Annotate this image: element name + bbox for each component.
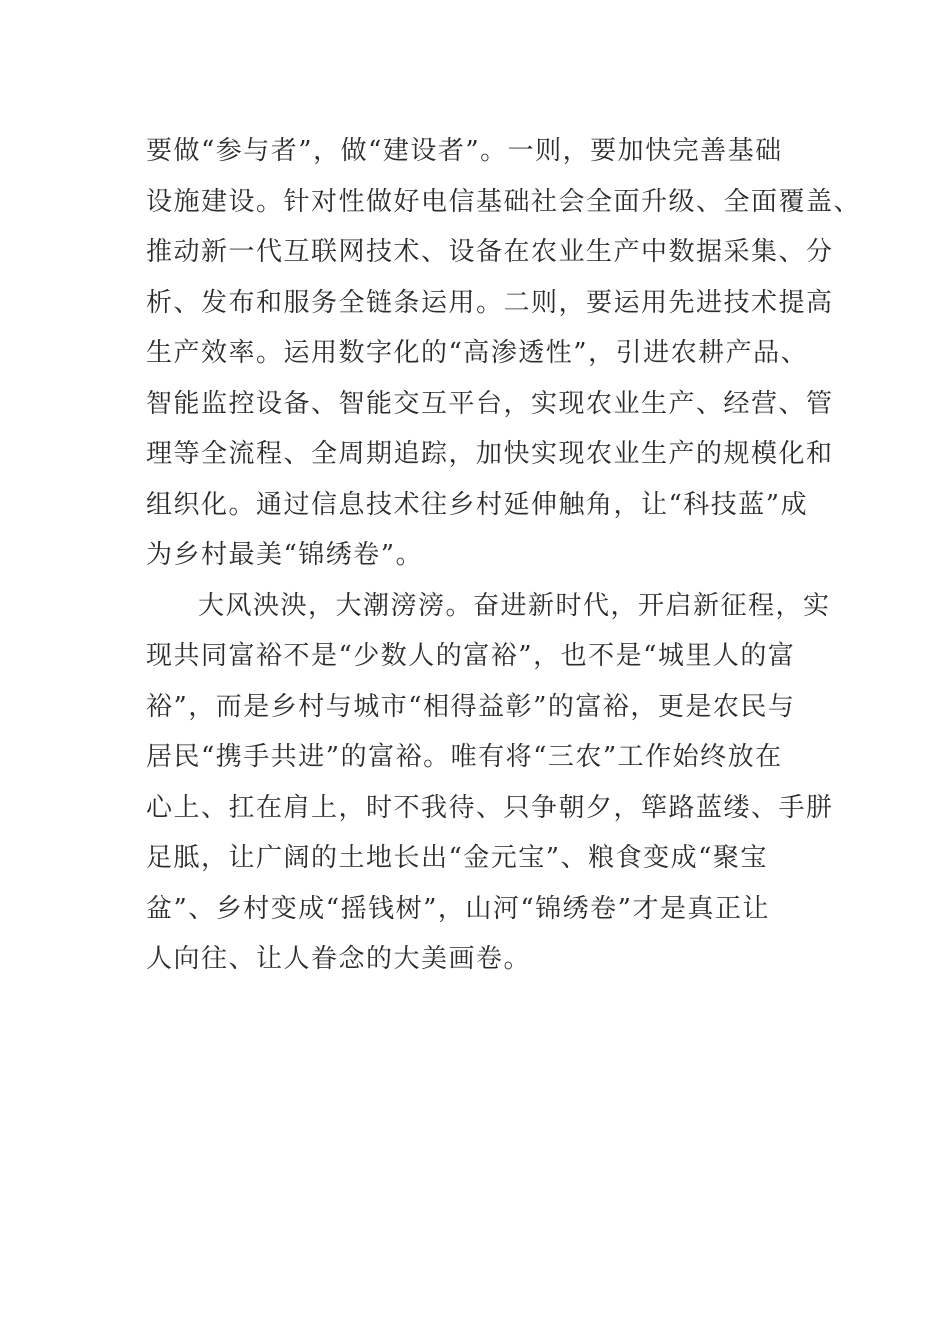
text-line: 智能监控设备、智能交互平台，实现农业生产、经营、管 <box>146 388 834 419</box>
text-line: 为乡村最美“锦绣卷”。 <box>146 540 424 570</box>
paragraph-2 <box>146 581 834 985</box>
text-line: 生产效率。运用数字化的“高渗透性”，引进农耕产品、 <box>146 338 809 368</box>
text-line: 要做“参与者”，做“建设者”。一则，要加快完善基础 <box>146 136 783 166</box>
text-line: 足胝，让广阔的土地长出“金元宝”、粮食变成“聚宝 <box>146 843 768 873</box>
text-line: 理等全流程、全周期追踪，加快实现农业生产的规模化和 <box>146 439 834 469</box>
text-line: 人向往、让人眷念的大美画卷。 <box>146 944 532 974</box>
text-line: 组织化。通过信息技术往乡村延伸触角，让“科技蓝”成 <box>146 489 809 520</box>
text-line: 现共同富裕不是“少数人的富裕”，也不是“城里人的富 <box>146 641 796 671</box>
text-line: 裕”，而是乡村与城市“相得益彰”的富裕，更是农民与 <box>146 691 796 722</box>
text-line-indented: 大风泱泱，大潮滂滂。奋进新时代，开启新征程，实 <box>198 590 831 621</box>
text-line: 盆”、乡村变成“摇钱树”，山河“锦绣卷”才是真正让 <box>146 893 770 924</box>
text-line: 推动新一代互联网技术、设备在农业生产中数据采集、分 <box>146 237 834 267</box>
text-line: 心上、扛在肩上，时不我待、只争朝夕，筚路蓝缕、手胼 <box>146 792 834 823</box>
body-text <box>146 126 862 985</box>
text-line: 析、发布和服务全链条运用。二则，要运用先进技术提高 <box>146 287 834 318</box>
paragraph-1 <box>146 126 862 581</box>
text-line: 居民“携手共进”的富裕。唯有将“三农”工作始终放在 <box>146 742 783 772</box>
text-line: 设施建设。针对性做好电信基础社会全面升级、全面覆盖、 <box>146 186 862 217</box>
